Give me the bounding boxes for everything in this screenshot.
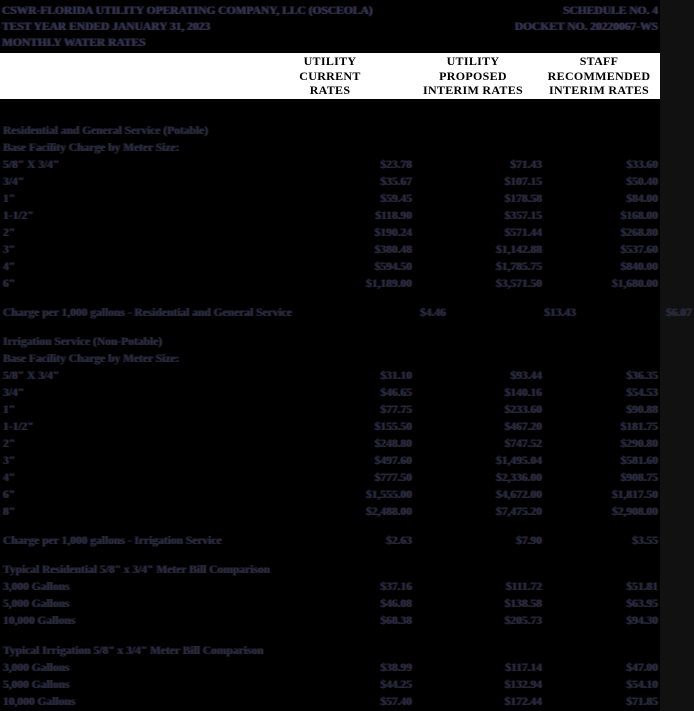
table-row [0,208,660,225]
utility-current-rate: $1,555.00 [366,489,412,501]
table-row [0,533,660,550]
staff-recommended-interim-rate: $54.53 [626,387,658,399]
row-label: 10,000 Gallons [3,615,76,627]
utility-proposed-interim-rate: $178.58 [504,193,542,205]
table-row [0,276,660,293]
utility-current-rate: $248.80 [374,438,412,450]
utility-proposed-interim-rate: $107.15 [504,176,542,188]
table-row [0,436,660,453]
row-label: 8" [3,506,16,518]
staff-recommended-interim-rate: $71.85 [626,696,658,708]
staff-recommended-interim-rate: $63.95 [626,598,658,610]
staff-recommended-interim-rate: $33.60 [626,159,658,171]
utility-proposed-interim-rate: $111.72 [505,581,542,593]
column-header-utility-current [252,54,408,98]
column-header-line: RECOMMENDED [547,68,651,83]
staff-recommended-interim-rate: $50.40 [626,176,658,188]
utility-current-rate: $35.67 [380,176,412,188]
row-label: 3/4" [3,387,25,399]
column-header-line: UTILITY [446,54,500,69]
utility-current-rate: $59.45 [380,193,412,205]
spacer [0,550,660,562]
utility-proposed-interim-rate: $1,142.88 [496,244,542,256]
utility-current-rate: $594.50 [374,261,412,273]
utility-proposed-interim-rate: $357.15 [504,210,542,222]
table-row [0,191,660,208]
staff-recommended-interim-rate: $2,908.00 [612,506,658,518]
row-label: 4" [3,472,16,484]
utility-current-rate: $497.60 [374,455,412,467]
utility-proposed-interim-rate: $1,785.75 [496,261,542,273]
utility-proposed-interim-rate: $93.44 [510,370,542,382]
table-row [0,402,660,419]
staff-recommended-interim-rate: $168.00 [620,210,658,222]
utility-current-rate: $118.90 [375,210,412,222]
row-label: 3" [3,455,16,467]
utility-current-rate: $2.63 [386,535,412,547]
row-label: Charge per 1,000 gallons - Irrigation Service [3,535,222,547]
section-heading: Irrigation Service (Non-Potable) [3,336,163,348]
utility-current-rate: $46.08 [380,598,412,610]
table-row [0,453,660,470]
utility-current-rate: $38.99 [380,662,412,674]
section-heading: Typical Irrigation 5/8" x 3/4" Meter Bill Comparison [3,645,264,657]
utility-proposed-interim-rate: $7,475.20 [496,506,542,518]
table-row [0,368,660,385]
table-row [0,596,660,613]
column-header-utility-proposed [408,54,538,98]
column-header-staff-recommended [538,54,660,98]
table-row [0,174,660,191]
utility-current-rate: $44.25 [380,679,412,691]
header-line-3 [2,35,658,51]
utility-current-rate: $4.46 [420,307,446,319]
staff-recommended-interim-rate: $94.30 [626,615,658,627]
row-label: 1" [3,193,16,205]
table-row [0,613,660,630]
spacer [0,293,660,305]
column-header-line: STAFF [579,54,619,69]
section-heading: Base Facility Charge by Meter Size: [3,353,180,365]
header-line-1 [2,3,658,19]
row-label: 3,000 Gallons [3,581,70,593]
utility-current-rate: $155.50 [374,421,412,433]
table-row [0,694,660,711]
staff-recommended-interim-rate: $268.80 [620,227,658,239]
header-line-2 [2,19,658,35]
table-row [0,579,660,596]
row-label: 1-1/2" [3,210,34,222]
row-label: 3,000 Gallons [3,662,70,674]
test-year: TEST YEAR ENDED JANUARY 31, 2023 [2,21,211,33]
staff-recommended-interim-rate: $3.55 [632,535,658,547]
utility-current-rate: $190.24 [374,227,412,239]
staff-recommended-interim-rate: $1,817.50 [612,489,658,501]
utility-proposed-interim-rate: $467.20 [504,421,542,433]
table-row [0,225,660,242]
table-row [0,242,660,259]
staff-recommended-interim-rate: $54.10 [626,679,658,691]
table-row [0,660,660,677]
spacer [0,98,660,123]
document-header [0,0,660,51]
table-row [0,385,660,402]
row-label: 6" [3,278,16,290]
row-label: 5/8" X 3/4" [3,370,60,382]
section-heading: Residential and General Service (Potable) [3,125,209,137]
utility-proposed-interim-rate: $71.43 [510,159,542,171]
utility-proposed-interim-rate: $3,571.50 [496,278,542,290]
utility-current-rate: $31.10 [380,370,412,382]
utility-proposed-interim-rate: $233.60 [504,404,542,416]
schedule-title: MONTHLY WATER RATES [2,37,146,49]
row-label: 1-1/2" [3,421,34,433]
row-label: 5,000 Gallons [3,598,70,610]
table-row [0,504,660,521]
utility-current-rate: $2,488.00 [366,506,412,518]
utility-current-rate: $380.48 [374,244,412,256]
row-label: 1" [3,404,16,416]
staff-recommended-interim-rate: $6.07 [666,307,692,319]
table-row [0,157,660,174]
utility-proposed-interim-rate: $571.44 [504,227,542,239]
spacer [0,630,660,643]
staff-recommended-interim-rate: $840.00 [620,261,658,273]
utility-current-rate: $37.16 [380,581,412,593]
utility-current-rate: $777.50 [374,472,412,484]
row-label: 2" [3,438,16,450]
utility-proposed-interim-rate: $138.58 [504,598,542,610]
column-header-line: CURRENT [299,68,361,83]
column-header-line: PROPOSED [439,68,507,83]
utility-current-rate: $46.65 [380,387,412,399]
utility-current-rate: $57.40 [380,696,412,708]
staff-recommended-interim-rate: $1,680.00 [612,278,658,290]
table-row [0,487,660,504]
staff-recommended-interim-rate: $84.00 [626,193,658,205]
row-label: 5,000 Gallons [3,679,70,691]
utility-proposed-interim-rate: $7.90 [516,535,542,547]
column-header-line: RATES [309,83,351,98]
staff-recommended-interim-rate: $537.60 [620,244,658,256]
table-row [0,305,692,322]
staff-recommended-interim-rate: $581.60 [620,455,658,467]
staff-recommended-interim-rate: $90.88 [626,404,658,416]
section-heading: Typical Residential 5/8" x 3/4" Meter Bill Comparison [3,564,270,576]
staff-recommended-interim-rate: $47.00 [626,662,658,674]
spacer [0,521,660,533]
table-row [0,259,660,276]
utility-proposed-interim-rate: $132.94 [504,679,542,691]
row-label: 2" [3,227,16,239]
utility-proposed-interim-rate: $205.73 [504,615,542,627]
row-label: 4" [3,261,16,273]
row-label: 5/8" X 3/4" [3,159,60,171]
utility-proposed-interim-rate: $140.16 [504,387,542,399]
staff-recommended-interim-rate: $181.75 [620,421,658,433]
utility-proposed-interim-rate: $117.14 [505,662,542,674]
utility-proposed-interim-rate: $4,672.00 [496,489,542,501]
utility-current-rate: $77.75 [380,404,412,416]
spacer [0,322,660,334]
utility-proposed-interim-rate: $1,495.04 [496,455,542,467]
table-row [0,677,660,694]
table-row [0,470,660,487]
staff-recommended-interim-rate: $908.75 [620,472,658,484]
section-heading: Base Facility Charge by Meter Size: [3,142,180,154]
staff-recommended-interim-rate: $51.81 [626,581,658,593]
column-header-line: INTERIM RATES [548,83,650,98]
column-header-line: INTERIM RATES [422,83,524,98]
company-name: CSWR-FLORIDA UTILITY OPERATING COMPANY, LLC (OSCEOLA) [2,5,373,17]
utility-current-rate: $1,189.00 [366,278,412,290]
utility-current-rate: $23.78 [380,159,412,171]
row-label: Charge per 1,000 gallons - Residential and General Service [3,307,292,319]
table-row [0,419,660,436]
staff-recommended-interim-rate: $290.80 [620,438,658,450]
row-label: 3/4" [3,176,25,188]
utility-proposed-interim-rate: $2,336.00 [496,472,542,484]
row-label: 10,000 Gallons [3,696,76,708]
column-header-line: UTILITY [303,54,357,69]
utility-proposed-interim-rate: $747.52 [504,438,542,450]
row-label: 6" [3,489,16,501]
column-header-band [0,52,660,99]
docket-number: DOCKET NO. 20220067-WS [514,21,658,33]
staff-recommended-interim-rate: $36.35 [626,370,658,382]
utility-current-rate: $68.38 [380,615,412,627]
rates-table-body [0,98,692,711]
schedule-number: SCHEDULE NO. 4 [563,5,658,17]
utility-proposed-interim-rate: $172.44 [504,696,542,708]
utility-proposed-interim-rate: $13.43 [544,307,576,319]
row-label: 3" [3,244,16,256]
